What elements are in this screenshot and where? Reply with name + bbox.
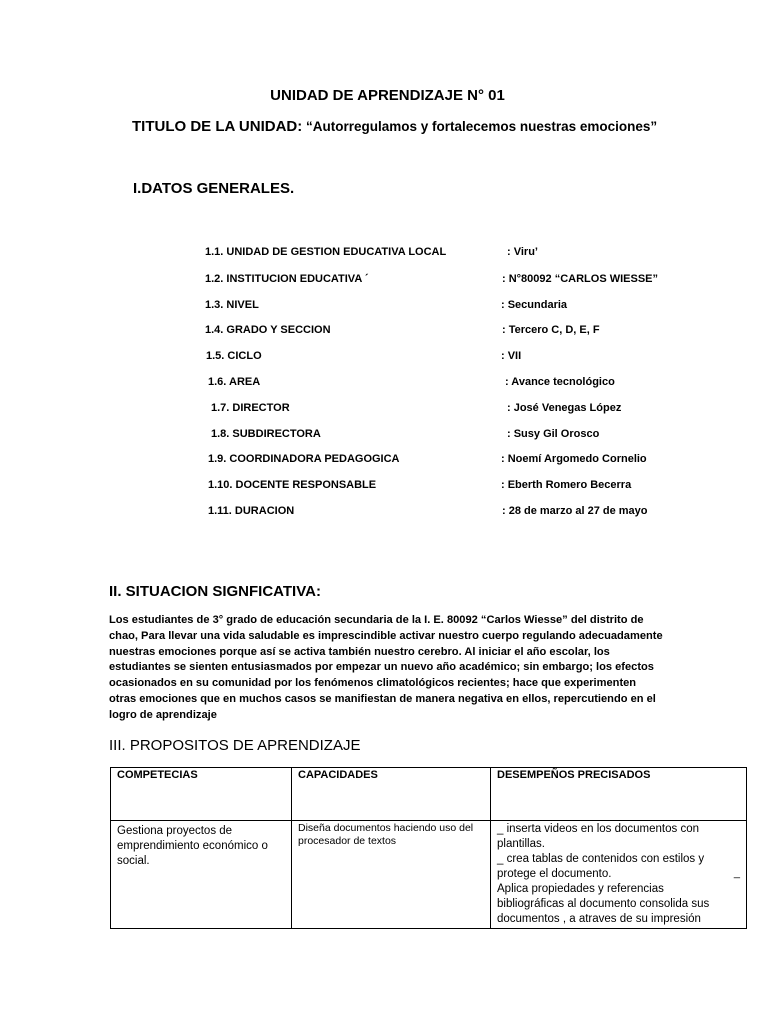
cell-desempenos bbox=[491, 821, 747, 929]
datos-row-value: : Secundaria bbox=[501, 299, 568, 311]
table-header-row bbox=[111, 768, 747, 821]
datos-row-key: 1.10. DOCENTE RESPONSABLE bbox=[208, 479, 377, 491]
header-capacidades: CAPACIDADES bbox=[292, 768, 491, 821]
datos-row-value: : VII bbox=[501, 350, 522, 362]
unit-title-label: TITULO DE LA UNIDAD: bbox=[132, 118, 303, 135]
propositos-table bbox=[110, 767, 747, 929]
datos-row-key: 1.5. CICLO bbox=[206, 350, 262, 362]
datos-row-value: : Viru’ bbox=[507, 246, 538, 258]
desempeno-item: Aplica propiedades y referencias bibliográficas al documento consolida sus documentos , a atraves de su impresión bbox=[497, 883, 710, 925]
datos-row-value: : N°80092 “CARLOS WIESSE” bbox=[502, 273, 658, 285]
datos-row-value: : Susy Gil Orosco bbox=[507, 428, 600, 440]
cell-capacidad bbox=[292, 821, 491, 929]
desempeno-item: _ inserta videos en los documentos con plantillas. bbox=[497, 823, 700, 850]
desempeno-item: _ crea tablas de contenidos con estilos y protege el documento. bbox=[497, 853, 705, 880]
datos-row-key: 1.9. COORDINADORA PEDAGOGICA bbox=[208, 453, 400, 465]
section-datos-generales-title: I.DATOS GENERALES. bbox=[133, 180, 295, 197]
section-propositos-title: III. PROPOSITOS DE APRENDIZAJE bbox=[109, 737, 361, 754]
datos-row-value: : Tercero C, D, E, F bbox=[502, 324, 600, 336]
datos-row-key: 1.8. SUBDIRECTORA bbox=[211, 428, 321, 440]
datos-row-value: : José Venegas López bbox=[507, 402, 622, 414]
datos-row-value: : Noemí Argomedo Cornelio bbox=[501, 453, 647, 465]
unit-title-name: “Autorregulamos y fortalecemos nuestras emociones” bbox=[302, 119, 658, 134]
competencia-text: Gestiona proyectos de emprendimiento económico o social. bbox=[117, 825, 268, 867]
datos-row-key: 1.7. DIRECTOR bbox=[211, 402, 290, 414]
datos-row-key: 1.3. NIVEL bbox=[205, 299, 259, 311]
situacion-paragraph: Los estudiantes de 3° grado de educación secundaria de la I. E. 80092 “Carlos Wiesse” del distrito de chao, Para llevar una vida saludable es imprescindible activar nuestro cuerpo regulando adecuadamente nuestras emociones porque así se activa también nuestro cerebro. Al iniciar el año escolar, los estudiantes se sienten entusiasmados por empezar un nuevo año académico; sin embargo; los efectos ocasionados en su comunidad por los fenómenos climatológicos recientes; hace que experimenten otras emociones que en muchos casos se manifiestan de manera negativa en ellos, repercutiendo en el logro de aprendizaje bbox=[109, 614, 663, 721]
datos-row-key: 1.2. INSTITUCION EDUCATIVA ´ bbox=[205, 273, 369, 285]
datos-row-value: : 28 de marzo al 27 de mayo bbox=[502, 505, 648, 517]
datos-row-key: 1.1. UNIDAD DE GESTION EDUCATIVA LOCAL bbox=[205, 246, 447, 258]
datos-row-value: : Eberth Romero Becerra bbox=[501, 479, 632, 491]
cell-competencia bbox=[111, 821, 292, 929]
datos-row-key: 1.4. GRADO Y SECCION bbox=[205, 324, 331, 336]
unit-title-line bbox=[132, 118, 657, 135]
table-row bbox=[111, 821, 747, 929]
stray-dash-mark: _ bbox=[733, 867, 740, 879]
capacidad-text: Diseña documentos haciendo uso del procesador de textos bbox=[298, 822, 474, 847]
datos-row-value: : Avance tecnológico bbox=[505, 376, 615, 388]
document-title: UNIDAD DE APRENDIZAJE N° 01 bbox=[270, 87, 505, 104]
header-desempenos: DESEMPEÑOS PRECISADOS bbox=[491, 768, 747, 821]
section-situacion-title: II. SITUACION SIGNFICATIVA: bbox=[109, 583, 321, 600]
datos-row-key: 1.11. DURACION bbox=[208, 505, 295, 517]
datos-row-key: 1.6. AREA bbox=[208, 376, 261, 388]
header-competencias: COMPETECIAS bbox=[111, 768, 292, 821]
